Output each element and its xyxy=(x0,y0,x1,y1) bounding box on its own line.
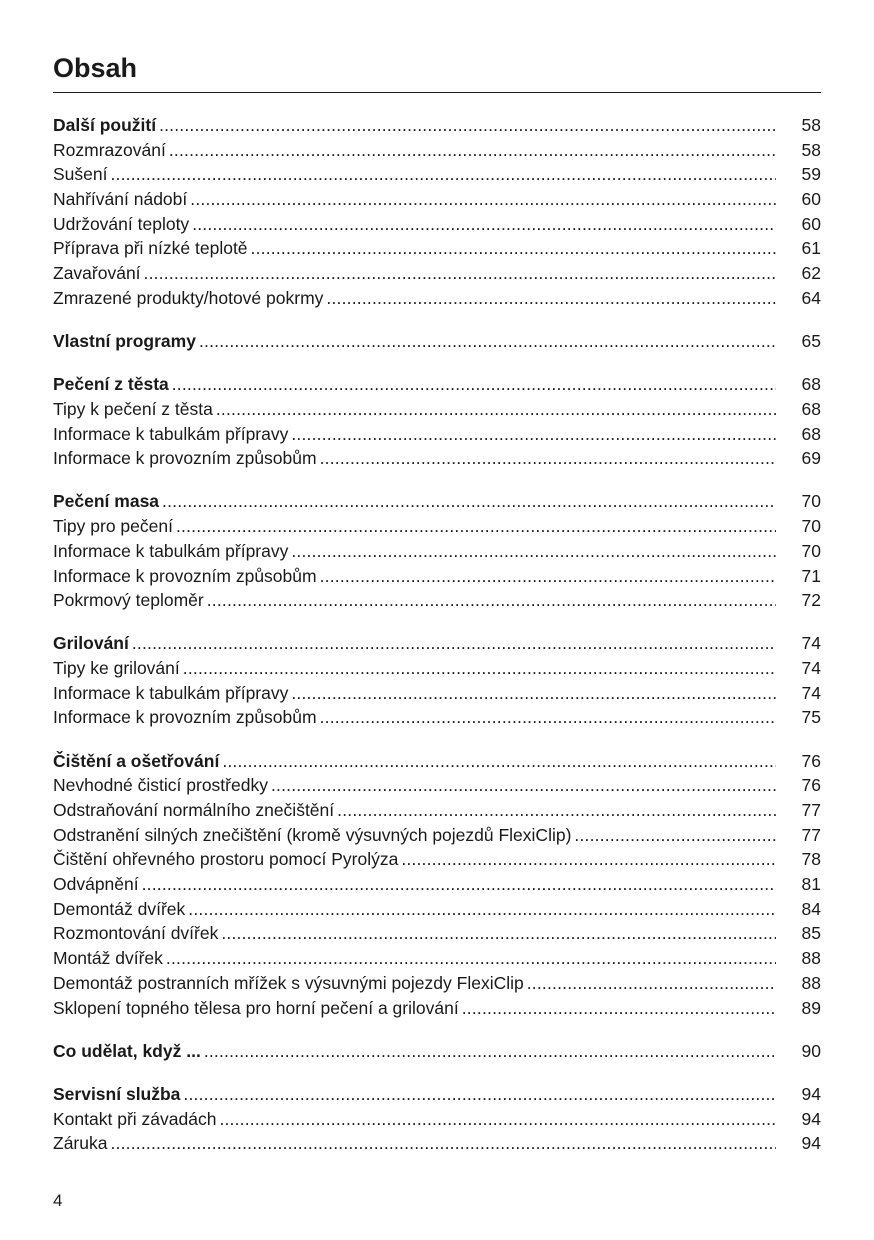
toc-section-heading[interactable] xyxy=(53,631,821,656)
toc-entry-title: Co udělat, když ... xyxy=(53,1040,201,1061)
toc-entry-page: 88 xyxy=(801,972,821,993)
toc-section-heading[interactable] xyxy=(53,372,821,397)
dot-leader xyxy=(326,286,776,311)
toc-entry-page: 68 xyxy=(801,423,821,444)
toc-entry-page: 68 xyxy=(801,398,821,419)
dot-leader xyxy=(190,187,776,212)
toc-entry-page: 74 xyxy=(801,658,821,679)
dot-leader xyxy=(204,1039,776,1064)
toc-entry-title: Udržování teploty xyxy=(53,213,190,234)
toc-entry[interactable] xyxy=(53,514,821,539)
toc-entry-title: Nevhodné čisticí prostředky xyxy=(53,775,268,796)
dot-leader xyxy=(142,872,776,897)
toc-entry-title: Pečení masa xyxy=(53,491,160,512)
toc-entry-title: Demontáž postranních mřížek s výsuvnými pojezdy FlexiClip xyxy=(53,972,524,993)
toc-section xyxy=(53,372,821,471)
toc-section-heading[interactable] xyxy=(53,489,821,514)
dot-leader xyxy=(271,773,776,798)
toc-section xyxy=(53,329,821,354)
table-of-contents xyxy=(53,113,821,1174)
toc-entry[interactable] xyxy=(53,138,821,163)
toc-entry-page: 77 xyxy=(801,824,821,845)
dot-leader xyxy=(291,681,776,706)
dot-leader xyxy=(462,996,776,1021)
toc-entry-title: Tipy k pečení z těsta xyxy=(53,398,213,419)
dot-leader xyxy=(169,138,776,163)
toc-entry-title: Grilování xyxy=(53,633,129,654)
toc-entry[interactable] xyxy=(53,798,821,823)
toc-entry-title: Odstranění silných znečištění (kromě výsuvných pojezdů FlexiClip) xyxy=(53,824,572,845)
toc-entry[interactable] xyxy=(53,872,821,897)
toc-entry-page: 74 xyxy=(801,633,821,654)
toc-entry-title: Sklopení topného tělesa pro horní pečení a grilování xyxy=(53,997,459,1018)
toc-entry-page: 78 xyxy=(801,849,821,870)
dot-leader xyxy=(162,489,776,514)
toc-section-heading[interactable] xyxy=(53,1039,821,1064)
toc-entry-title: Další použití xyxy=(53,115,157,135)
toc-entry-title: Nahřívání nádobí xyxy=(53,189,188,210)
dot-leader xyxy=(110,162,776,187)
toc-entry[interactable] xyxy=(53,564,821,589)
toc-entry-page: 59 xyxy=(801,164,821,185)
toc-entry[interactable] xyxy=(53,971,821,996)
dot-leader xyxy=(221,921,776,946)
toc-entry[interactable] xyxy=(53,397,821,422)
toc-entry-title: Odstraňování normálního znečištění xyxy=(53,800,335,820)
dot-leader xyxy=(183,1082,776,1107)
dot-leader xyxy=(159,113,776,138)
toc-entry-page: 90 xyxy=(801,1040,821,1061)
dot-leader xyxy=(199,329,776,354)
toc-section-heading[interactable] xyxy=(53,113,821,138)
dot-leader xyxy=(527,971,776,996)
toc-entry-page: 70 xyxy=(801,516,821,537)
dot-leader xyxy=(183,656,776,681)
toc-entry-page: 76 xyxy=(801,750,821,771)
dot-leader xyxy=(207,588,776,613)
toc-entry-page: 72 xyxy=(801,590,821,611)
toc-section xyxy=(53,749,821,1021)
toc-entry-page: 69 xyxy=(801,448,821,469)
toc-entry-title: Kontakt při závadách xyxy=(53,1108,217,1129)
toc-entry-title: Záruka xyxy=(53,1133,108,1154)
toc-entry-title: Informace k tabulkám přípravy xyxy=(53,682,289,703)
toc-entry-page: 76 xyxy=(801,775,821,796)
dot-leader xyxy=(132,631,776,656)
toc-entry-page: 85 xyxy=(801,923,821,944)
dot-leader xyxy=(574,823,776,848)
toc-entry[interactable] xyxy=(53,212,821,237)
toc-entry-title: Pečení z těsta xyxy=(53,374,169,395)
toc-section xyxy=(53,1039,821,1064)
toc-entry-title: Informace k tabulkám přípravy xyxy=(53,540,289,561)
dot-leader xyxy=(291,539,776,564)
toc-entry[interactable] xyxy=(53,286,821,311)
dot-leader xyxy=(176,514,776,539)
toc-entry-page: 89 xyxy=(801,997,821,1018)
toc-entry-title: Informace k provozním způsobům xyxy=(53,565,317,586)
toc-entry[interactable] xyxy=(53,656,821,681)
toc-entry-page: 64 xyxy=(801,287,821,308)
toc-entry-page: 58 xyxy=(801,115,821,135)
toc-entry-page: 65 xyxy=(801,331,821,351)
page-number: 4 xyxy=(53,1191,63,1210)
page-title: Obsah xyxy=(53,53,138,83)
toc-entry[interactable] xyxy=(53,681,821,706)
toc-entry-title: Sušení xyxy=(53,164,108,185)
toc-entry-page: 94 xyxy=(801,1083,821,1104)
dot-leader xyxy=(192,212,776,237)
dot-leader xyxy=(320,705,776,730)
toc-entry[interactable] xyxy=(53,236,821,261)
toc-entry[interactable] xyxy=(53,422,821,447)
toc-entry[interactable] xyxy=(53,187,821,212)
dot-leader xyxy=(219,1107,776,1132)
title-divider xyxy=(53,92,821,93)
toc-entry[interactable] xyxy=(53,946,821,971)
dot-leader xyxy=(251,236,776,261)
toc-entry[interactable] xyxy=(53,446,821,471)
toc-entry[interactable] xyxy=(53,1107,821,1132)
toc-section xyxy=(53,113,821,311)
toc-entry[interactable] xyxy=(53,773,821,798)
toc-entry-title: Tipy ke grilování xyxy=(53,658,180,679)
toc-entry[interactable] xyxy=(53,847,821,872)
toc-entry-title: Informace k tabulkám přípravy xyxy=(53,423,289,444)
toc-entry-page: 60 xyxy=(801,189,821,210)
dot-leader xyxy=(166,946,776,971)
toc-section-heading[interactable] xyxy=(53,749,821,774)
dot-leader xyxy=(172,372,776,397)
toc-entry-page: 60 xyxy=(801,213,821,234)
toc-entry-page: 68 xyxy=(801,374,821,395)
toc-entry-page: 94 xyxy=(801,1108,821,1129)
toc-entry-page: 75 xyxy=(801,707,821,728)
toc-entry[interactable] xyxy=(53,705,821,730)
toc-entry[interactable] xyxy=(53,539,821,564)
toc-entry-title: Informace k provozním způsobům xyxy=(53,707,317,728)
dot-leader xyxy=(291,422,776,447)
dot-leader xyxy=(144,261,776,286)
dot-leader xyxy=(320,446,776,471)
toc-entry-title: Tipy pro pečení xyxy=(53,516,173,537)
dot-leader xyxy=(110,1131,776,1156)
toc-entry[interactable] xyxy=(53,921,821,946)
dot-leader xyxy=(222,749,776,774)
toc-entry-page: 84 xyxy=(801,898,821,919)
toc-entry-title: Demontáž dvířek xyxy=(53,898,186,919)
dot-leader xyxy=(188,897,776,922)
toc-section xyxy=(53,631,821,730)
toc-entry-title: Pokrmový teploměr xyxy=(53,590,204,611)
toc-entry[interactable] xyxy=(53,162,821,187)
toc-entry-page: 70 xyxy=(801,491,821,512)
toc-entry-title: Odvápnění xyxy=(53,874,139,895)
toc-entry-page: 62 xyxy=(801,263,821,284)
toc-entry-title: Rozmrazování xyxy=(53,139,166,160)
toc-entry-title: Zavařování xyxy=(53,263,141,284)
toc-entry[interactable] xyxy=(53,897,821,922)
toc-section-heading[interactable] xyxy=(53,1082,821,1107)
toc-entry-page: 88 xyxy=(801,948,821,969)
toc-entry[interactable] xyxy=(53,588,821,613)
toc-entry-title: Čištění a ošetřování xyxy=(53,750,220,771)
toc-entry-title: Zmrazené produkty/hotové pokrmy xyxy=(53,287,324,308)
toc-entry-page: 81 xyxy=(801,874,821,895)
toc-entry-title: Montáž dvířek xyxy=(53,948,163,969)
toc-entry-title: Příprava při nízké teplotě xyxy=(53,238,248,259)
toc-section xyxy=(53,489,821,612)
toc-entry-page: 74 xyxy=(801,682,821,703)
toc-entry-page: 61 xyxy=(801,238,821,259)
toc-entry[interactable] xyxy=(53,823,821,848)
toc-section-heading[interactable] xyxy=(53,329,821,354)
dot-leader xyxy=(320,564,776,589)
toc-entry[interactable] xyxy=(53,261,821,286)
toc-entry-title: Čištění ohřevného prostoru pomocí Pyrolýza xyxy=(53,849,399,870)
toc-entry[interactable] xyxy=(53,1131,821,1156)
toc-entry-title: Informace k provozním způsobům xyxy=(53,448,317,469)
toc-entry-page: 77 xyxy=(801,800,821,820)
toc-entry-page: 58 xyxy=(801,139,821,160)
toc-entry-page: 94 xyxy=(801,1133,821,1154)
toc-entry-page: 70 xyxy=(801,540,821,561)
toc-entry-title: Vlastní programy xyxy=(53,331,196,351)
toc-entry-title: Servisní služba xyxy=(53,1083,181,1104)
dot-leader xyxy=(337,798,776,823)
dot-leader xyxy=(216,397,776,422)
toc-entry-page: 71 xyxy=(801,565,821,586)
dot-leader xyxy=(401,847,776,872)
toc-section xyxy=(53,1082,821,1156)
toc-entry-title: Rozmontování dvířek xyxy=(53,923,219,944)
toc-entry[interactable] xyxy=(53,996,821,1021)
